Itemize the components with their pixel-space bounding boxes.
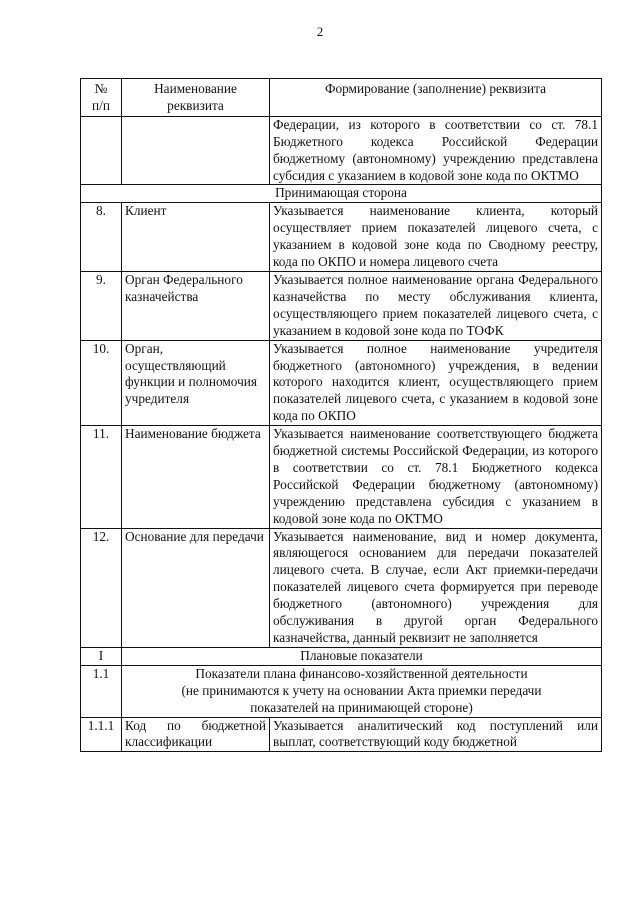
requisites-table xyxy=(80,78,602,752)
table-row xyxy=(81,340,602,426)
section-title-line-3: показателей на принимающей стороне) xyxy=(250,699,473,715)
row-text: Указывается аналитический код поступлений или выплат, соответствующий коду бюджетной xyxy=(270,717,602,752)
row-num: 1.1.1 xyxy=(81,717,122,752)
header-name xyxy=(122,79,270,117)
header-fill: Формирование (заполнение) реквизита xyxy=(270,79,602,117)
row-num: 8. xyxy=(81,203,122,272)
row-text: Указывается наименование, вид и номер документа, являющегося основанием для передачи показателей лицевого счета. В случае, если Акт приемки-передачи показателей лицевого счета формируется при переводе бюджетного (автономного) учреждения для обслуживания в другой орган Федерального казначейства, данный реквизит не заполняется xyxy=(270,528,602,647)
section-title: Плановые показатели xyxy=(122,647,602,665)
header-num xyxy=(81,79,122,117)
row-text: Федерации, из которого в соответствии со ст. 78.1 Бюджетного кодекса Российской Федерации бюджетному (автономному) учреждению представлена субсидия с указанием в кодовой зоне кода по ОКТМО xyxy=(270,116,602,185)
section-title-line-1: Показатели плана финансово-хозяйственной деятельности xyxy=(195,665,528,681)
row-name: Наименование бюджета xyxy=(122,426,270,528)
row-text: Указывается полное наименование органа Федерального казначейства по месту обслуживания клиента, осуществляющего прием показателей лицевого счета, с указанием в кодовой зоне кода по ТОФК xyxy=(270,271,602,340)
row-text: Указывается наименование клиента, который осуществляет прием показателей лицевого счета, с указанием в кодовой зоне кода по Сводному реестру, кода по ОКПО и номера лицевого счета xyxy=(270,203,602,272)
row-text: Указывается полное наименование учредителя бюджетного (автономного) учреждения, в ведении которого находится клиент, осуществляющего прием показателей лицевого счета, с указанием в кодовой зоне кода по ОКПО xyxy=(270,340,602,426)
row-num: I xyxy=(81,647,122,665)
row-name: Орган Федерального казначейства xyxy=(122,271,270,340)
row-name: Код по бюджетной классификации xyxy=(122,717,270,752)
row-num: 11. xyxy=(81,426,122,528)
table-row xyxy=(81,717,602,752)
table-row xyxy=(81,203,602,272)
section-title-line-2: (не принимаются к учету на основании Акта приемки передачи xyxy=(181,682,542,698)
table-header-row xyxy=(81,79,602,117)
row-num xyxy=(81,116,122,185)
section-title xyxy=(122,665,602,717)
row-name xyxy=(122,116,270,185)
section-row xyxy=(81,665,602,717)
row-num: 10. xyxy=(81,340,122,426)
header-name-line-2: реквизита xyxy=(167,97,224,113)
table-row xyxy=(81,271,602,340)
header-num-line-2: п/п xyxy=(92,97,110,113)
row-num: 12. xyxy=(81,528,122,647)
table-row xyxy=(81,528,602,647)
row-text: Указывается наименование соответствующего бюджета бюджетной системы Российской Федерации, из которого в соответствии со ст. 78.1 Бюджетного кодекса Российской Федерации бюджетному (автономному) учреждению представлена субсидия с указанием в кодовой зоне кода по ОКТМО xyxy=(270,426,602,528)
section-row xyxy=(81,185,602,203)
row-name: Клиент xyxy=(122,203,270,272)
row-name: Основание для передачи xyxy=(122,528,270,647)
row-num: 1.1 xyxy=(81,665,122,717)
table-row xyxy=(81,116,602,185)
page-number: 2 xyxy=(316,24,324,39)
header-name-line-1: Наименование xyxy=(154,81,237,96)
section-title: Принимающая сторона xyxy=(81,185,602,203)
row-num: 9. xyxy=(81,271,122,340)
table-row xyxy=(81,426,602,528)
header-num-line-1: № xyxy=(94,81,108,96)
row-name: Орган, осуществляющий функции и полномочия учредителя xyxy=(122,340,270,426)
section-row xyxy=(81,647,602,665)
